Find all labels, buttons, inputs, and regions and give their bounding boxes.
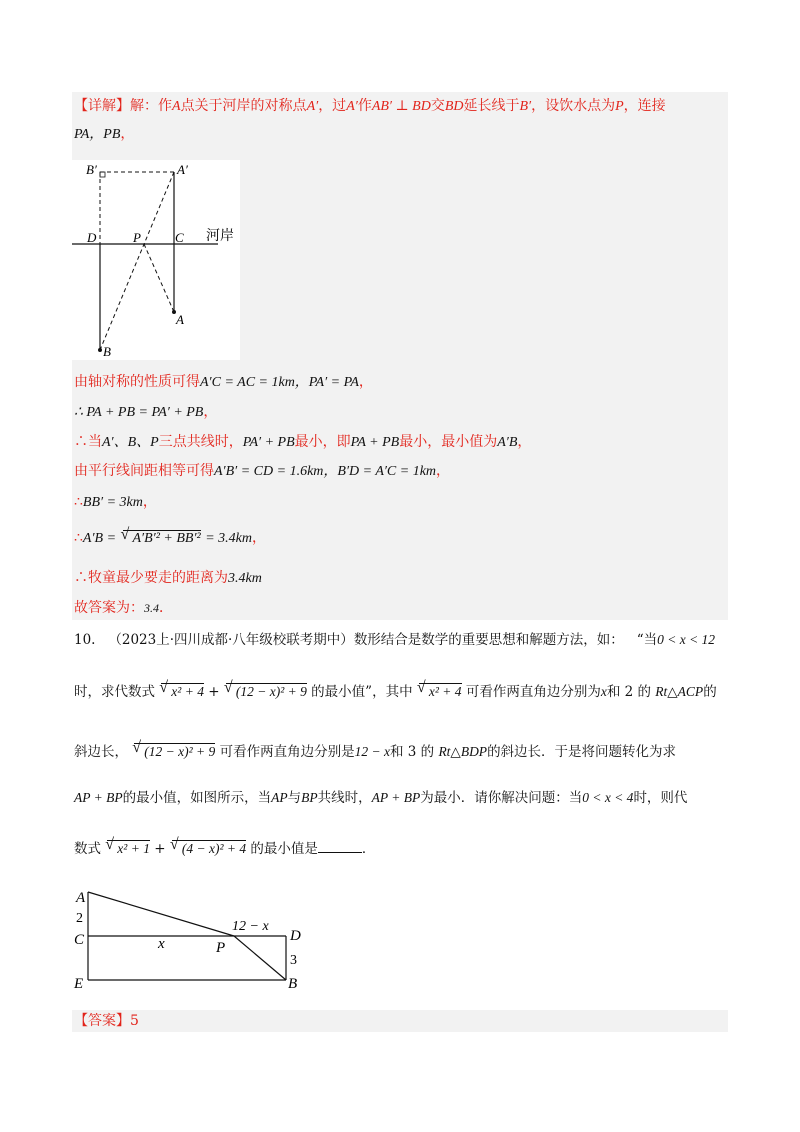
question-line-4: AP + BP的最小值，如图所示，当AP与BP共线时，AP + BP为最小．请你解决问题：当0 < x < 4时，则代 [74, 790, 688, 806]
solution-step-2: ∴ PA + PB = PA′ + PB， [74, 404, 218, 420]
question-number: 10. [74, 632, 96, 648]
question-line-1: 10. （2023上·四川成都·八年级校联考期中）数形结合是数学的重要思想和解题方法，如： “当0 < x < 12 [74, 632, 716, 648]
label-c: C [175, 230, 184, 245]
label-p: P [216, 940, 226, 956]
solution-step-3: ∴当A′、B、P三点共线时，PA′ + PB最小，即PA + PB最小，最小值为A′B， [74, 434, 532, 450]
label-p: P [133, 230, 141, 245]
label-a: A [176, 312, 184, 327]
label-d: D [290, 928, 301, 944]
label-b-prime: B′ [86, 162, 97, 177]
segment-pb [234, 936, 286, 980]
river-figure [72, 160, 240, 360]
solution-step-7: ∴牧童最少要走的距离为3.4km [74, 570, 262, 586]
sqrt-radical: √ (4 − x)² + 4 [172, 840, 246, 857]
answer-line [74, 1011, 139, 1031]
label-b: B [288, 976, 298, 992]
sqrt-radical: √ x² + 4 [419, 683, 462, 700]
label-x: x [158, 936, 165, 952]
label-three: 3 [290, 953, 297, 968]
solution-line-2: PA，PB， [74, 126, 135, 142]
question-figure [70, 884, 310, 994]
solution-line-1: 【详解】解：作A点关于河岸的对称点A′，过A′作AB′ ⊥ BD交BD延长线于B′，设饮水点为P，连接 [74, 98, 666, 114]
segment-ap [88, 892, 234, 936]
sqrt-radical: √ x² + 4 [161, 683, 204, 700]
solution-label: 【详解】 [74, 98, 130, 114]
question-line-2: 时，求代数式 √ x² + 4 + √ (12 − x)² + 9 的最小值”，其中 √ x² + 4 可看作两直角边分别为x和 2 的 Rt△ACP的 [74, 682, 717, 702]
label-two: 2 [76, 911, 83, 926]
question-source: （2023上·四川成都·八年级校联考期中） [108, 632, 354, 648]
label-river: 河岸 [206, 229, 234, 244]
question-line-5: 数式 √ x² + 1 + √ (4 − x)² + 4 的最小值是 ． [74, 838, 375, 859]
sqrt-radical: √ (12 − x)² + 9 [134, 743, 215, 760]
solution-step-5: ∴BB′ = 3km， [74, 494, 157, 510]
question-line-3: 斜边长， √ (12 − x)² + 9 可看作两直角边分别是12 − x和 3 的 Rt△BDP的斜边长．于是将问题转化为求 [74, 742, 676, 762]
sqrt-radical: √ x² + 1 [107, 840, 150, 857]
label-a-prime: A′ [177, 162, 188, 177]
label-c: C [74, 932, 85, 948]
solution-step-6: ∴A′B = √ A′B′² + BB′² = 3.4km， [74, 528, 266, 549]
label-twelve-minus-x: 12 − x [232, 919, 269, 934]
sqrt-radical: √ (12 − x)² + 9 [226, 683, 307, 700]
point-b [98, 348, 102, 352]
solution-step-1: 由轴对称的性质可得A′C = AC = 1km，PA′ = PA， [74, 374, 373, 390]
label-a: A [76, 890, 86, 906]
solution-step-4: 由平行线间距相等可得A′B′ = CD = 1.6km，B′D = A′C = 1km， [74, 463, 451, 479]
answer-value: 5 [130, 1013, 139, 1029]
solution-step-8: 故答案为：3.4． [74, 600, 173, 616]
answer-blank [318, 838, 362, 853]
answer-block [72, 1010, 728, 1032]
label-e: E [74, 976, 84, 992]
label-d: D [87, 230, 97, 245]
answer-label: 【答案】 [74, 1013, 130, 1029]
label-b: B [103, 344, 111, 359]
sqrt-radical: √ A′B′² + BB′² [123, 530, 201, 547]
